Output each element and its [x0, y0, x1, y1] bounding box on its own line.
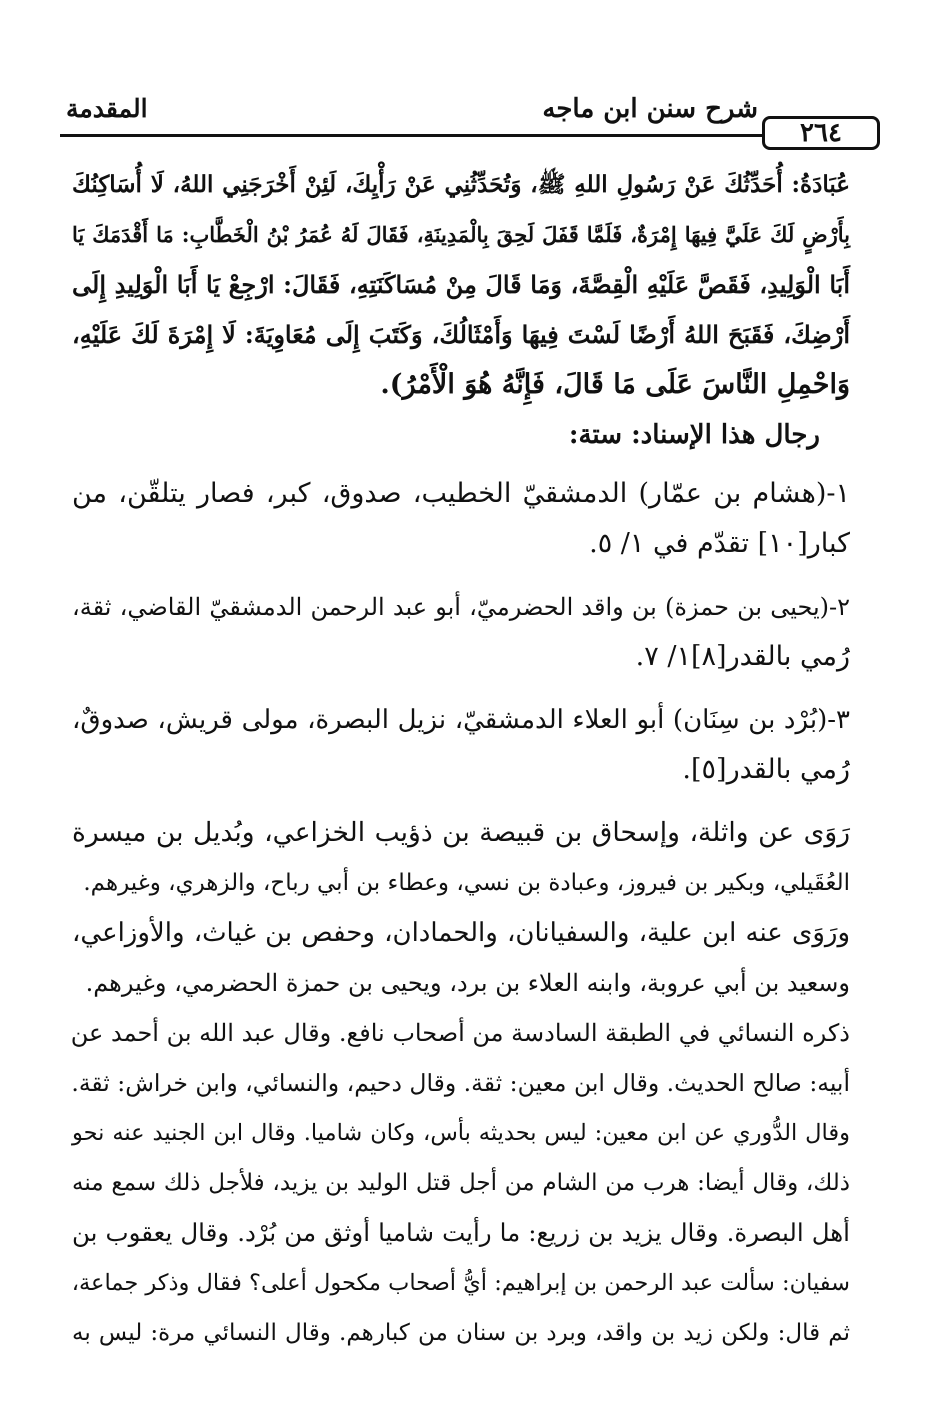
- narrator-entry-3: [72, 695, 850, 795]
- page-body: [72, 160, 850, 1358]
- paragraph-line: رَوَى عن واثلة، وإسحاق بن قبيصة بن ذؤيب الخزاعي، وبُديل بن ميسرة: [72, 817, 850, 848]
- narrator-line: رُمي بالقدر[٨]١/ ٧.: [635, 641, 850, 672]
- paragraph-line: ذكره النسائي في الطبقة السادسة من أصحاب نافع. وقال عبد الله بن أحمد عن: [70, 1019, 850, 1047]
- dhakarahu-paragraph: [72, 1008, 850, 1358]
- rijal-heading: رجال هذا الإسناد: ستة:: [568, 420, 820, 450]
- narrator-line: رُمي بالقدر[٥].: [682, 754, 850, 785]
- hadith-line: عُبَادَةُ: أُحَدِّثُكَ عَنْ رَسُولِ اللهِ ﷺ، وَتُحَدِّثُنِي عَنْ رَأْيِكَ، لَئِنْ أَخْرَجَنِي اللهُ، لَا أُسَاكِنُكَ: [72, 171, 850, 198]
- paragraph-line: العُقَيلي، وبكير بن فيروز، وعبادة بن نسي، وعطاء بن أبي رباح، والزهري، وغيرهم.: [83, 870, 850, 896]
- paragraph-line: وسعيد بن أبي عروبة، وابنه العلاء بن برد، ويحيى بن حمزة الحضرمي، وغيرهم.: [85, 969, 850, 997]
- paragraph-line: ثم قال: ولكن زيد بن واقد، وبرد بن سنان من كبارهم. وقال النسائي مرة: ليس به: [72, 1320, 850, 1346]
- paragraph-line: أبيه: صالح الحديث. وقال ابن معين: ثقة. وقال دحيم، والنسائي، وابن خراش: ثقة.: [71, 1069, 850, 1097]
- rawa-anhu-paragraph: [72, 908, 850, 1008]
- hadith-line: بِأَرْضٍ لَكَ عَلَيَّ فِيهَا إِمْرَةٌ، فَلَمَّا قَفَلَ لَحِقَ بِالْمَدِينَةِ، فَقَالَ لَهُ عُمَرُ بْنُ الْخَطَّابِ: مَا أَقْدَمَكَ يَا: [72, 222, 850, 247]
- paragraph-line: ورَوَى عنه ابن علية، والسفيانان، والحمادان، وحفص بن غياث، والأوزاعي،: [72, 918, 850, 948]
- book-title: شرح سنن ابن ماجه: [542, 94, 758, 124]
- narrator-line: ٢-(يحيى بن حمزة) بن واقد الحضرميّ، أبو عبد الرحمن الدمشقيّ القاضي، ثقة،: [72, 593, 850, 621]
- paragraph-line: أهل البصرة. وقال يزيد بن زريع: ما رأيت شاميا أوثق من بُرْد. وقال يعقوب بن: [72, 1218, 850, 1247]
- narrator-entry-2: [72, 582, 850, 682]
- narrator-entry-1: [72, 469, 850, 569]
- page-header: [60, 88, 880, 150]
- hadith-line: أَرْضِكَ، فَقَبَحَ اللهُ أَرْضًا لَسْتَ فِيهَا وَأَمْثَالُكَ، وَكَتَبَ إِلَى مُعَاوِيَةَ: لَا إِمْرَةَ لَكَ عَلَيْهِ،: [72, 320, 850, 349]
- paragraph-line: سفيان: سألت عبد الرحمن بن إبراهيم: أيُّ أصحاب مكحول أعلى؟ فقال وذكر جماعة،: [71, 1270, 850, 1296]
- hadith-line: أَبَا الْوَلِيدِ، فَقَصَّ عَلَيْهِ الْقِصَّةَ، وَمَا قَالَ مِنْ مُسَاكَنَتِهِ، فَقَالَ: ارْجِعْ يَا أَبَا الْوَلِيدِ إِلَى: [72, 270, 850, 299]
- section-title: المقدمة: [66, 94, 148, 123]
- paragraph-line: ذلك، وقال أيضا: هرب من الشام من أجل قتل الوليد بن يزيد، فلأجل ذلك سمع منه: [72, 1170, 850, 1196]
- hadith-text: [72, 160, 850, 410]
- narrator-line: ١-(هشام بن عمّار) الدمشقيّ الخطيب، صدوق، كبر، فصار يتلقّن، من: [72, 478, 850, 509]
- narrator-line: كبار[١٠] تقدّم في ١/ ٥.: [589, 528, 850, 559]
- hadith-line: وَاحْمِلِ النَّاسَ عَلَى مَا قَالَ، فَإِنَّهُ هُوَ الْأَمْرُ).: [380, 369, 850, 400]
- paragraph-line: وقال الدُّوري عن ابن معين: ليس بحديثه بأس، وكان شاميا. وقال ابن الجنيد عنه نحو: [72, 1120, 850, 1146]
- narrator-line: ٣-(بُرْد بن سِنَان) أبو العلاء الدمشقيّ، نزيل البصرة، مولى قريش، صدوقٌ،: [72, 705, 850, 735]
- page-number-box: ٢٦٤: [762, 116, 880, 150]
- header-rule: [60, 134, 764, 137]
- rawa-an-paragraph: [72, 808, 850, 908]
